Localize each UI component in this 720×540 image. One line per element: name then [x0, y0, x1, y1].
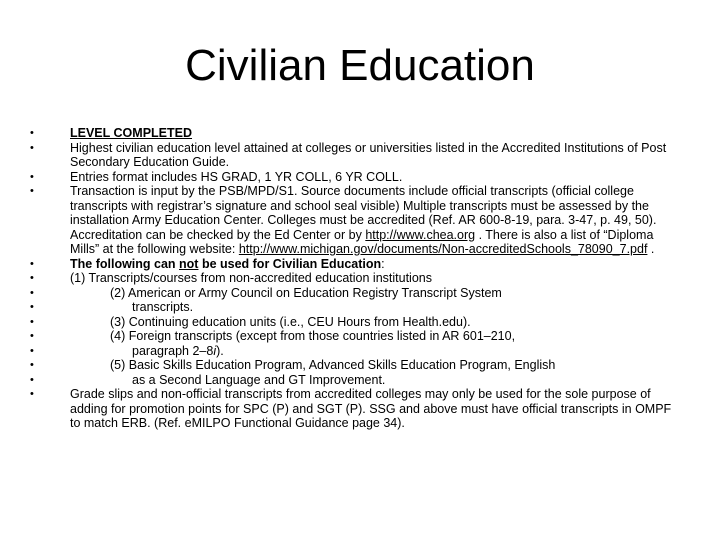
bullet-list — [28, 126, 680, 431]
cannot-not: not — [179, 256, 199, 271]
grade-slips-text: Grade slips and non-official transcripts from accredited colleges may only be used for the sole purpose of adding for promotion points for SPC (P) and SGT (P). SSG and above must have official transcripts in OMPF to match ERB. (Ref. eMILPO Functional Guidance page 34). — [70, 387, 672, 430]
slide-title: Civilian Education — [185, 41, 535, 90]
bullet-icon: • — [30, 286, 34, 299]
transaction-end: . — [647, 242, 655, 256]
bullet-icon: • — [30, 388, 34, 400]
chea-link[interactable]: http://www.chea.org — [365, 227, 476, 242]
item-4b-post: ). — [216, 343, 224, 358]
item-4b-italic: i — [213, 343, 217, 358]
bullet-icon: • — [30, 344, 34, 357]
item-1-text: (1) Transcripts/courses from non-accredited education institutions — [70, 271, 432, 285]
list-item — [28, 141, 680, 170]
list-item — [28, 286, 680, 301]
list-item — [28, 315, 680, 330]
entries-format-text: Entries format includes HS GRAD, 1 YR COLL, 6 YR COLL. — [70, 169, 403, 184]
bullet-icon: • — [30, 330, 34, 342]
item-4-text: (4) Foreign transcripts (except from those countries listed in AR 601–210, — [110, 329, 516, 343]
list-item — [28, 184, 680, 257]
bullet-icon: • — [30, 373, 34, 386]
item-3-text: (3) Continuing education units (i.e., CEU Hours from Health.edu). — [110, 314, 471, 329]
list-item — [28, 344, 680, 359]
highest-level-text: Highest civilian education level attained at colleges or universities listed in the Accredited Institutions of Post Secondary Education Guide. — [70, 140, 667, 169]
item-2-text: (2) American or Army Council on Education Registry Transcript System — [110, 285, 502, 300]
bullet-icon: • — [30, 185, 34, 197]
bullet-icon: • — [30, 301, 34, 313]
item-4b-pre: paragraph 2–8 — [132, 343, 214, 358]
list-item — [28, 373, 680, 388]
list-item — [28, 257, 680, 272]
bullet-icon: • — [30, 141, 34, 154]
diploma-mills-text: . There is also a list of “Diploma Mills” at the following website: — [70, 227, 654, 256]
item-4-continued — [70, 344, 680, 359]
item-2-continued: transcripts. — [132, 300, 194, 314]
list-item — [28, 126, 680, 141]
cannot-colon: : — [381, 256, 385, 271]
bullet-icon: • — [30, 127, 34, 139]
bullet-icon: • — [30, 257, 34, 270]
transaction-paragraph — [70, 184, 680, 257]
bullet-icon: • — [30, 170, 34, 183]
list-item — [28, 329, 680, 344]
list-item — [28, 358, 680, 373]
item-5-text: (5) Basic Skills Education Program, Advanced Skills Education Program, English — [110, 358, 556, 372]
cannot-pre: The following can — [70, 256, 180, 271]
transaction-text: Transaction is input by the PSB/MPD/S1. Source documents include official transcripts (official college transcripts with registrar’s signature and school seal visible) Multiple transcripts must be assessed by the installation Army Education Center. Colleges must be accredited (Ref. AR 600-8-19, para. 3-47, p. 49, 50). Accreditation can be checked by the Ed Center or by — [70, 184, 657, 242]
bullet-icon: • — [30, 272, 34, 284]
list-item — [28, 300, 680, 315]
bullet-icon: • — [30, 315, 34, 328]
cannot-post: be used for Civilian Education — [198, 256, 382, 271]
bullet-icon: • — [30, 359, 34, 371]
level-completed-heading: LEVEL COMPLETED — [70, 126, 193, 140]
list-item — [28, 271, 680, 286]
item-5-continued: as a Second Language and GT Improvement. — [132, 372, 386, 387]
list-item — [28, 387, 680, 431]
michigan-link[interactable]: http://www.michigan.gov/documents/Non-accreditedSchools_78090_7.pdf — [238, 242, 648, 256]
list-item — [28, 170, 680, 185]
cannot-be-used-heading — [70, 257, 680, 272]
